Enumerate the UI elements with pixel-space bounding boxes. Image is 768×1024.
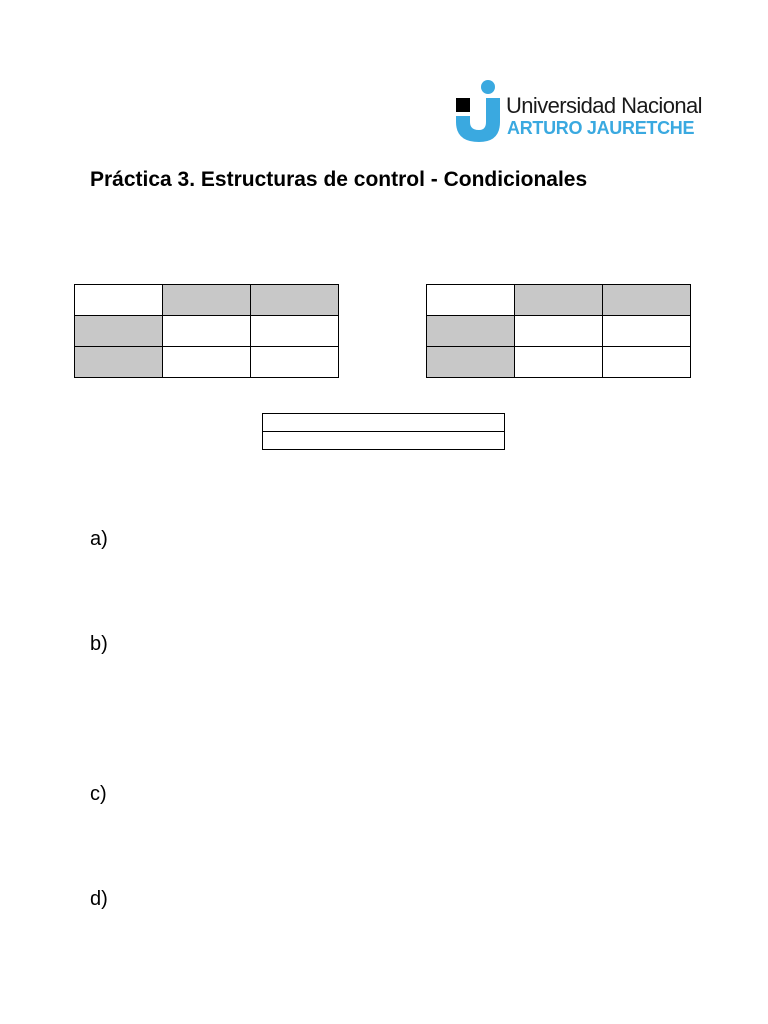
table-cell-shaded bbox=[163, 285, 251, 316]
table-cell-shaded bbox=[251, 285, 339, 316]
logo-text-line2: ARTURO JAURETCHE bbox=[507, 118, 695, 138]
table-cell bbox=[263, 414, 505, 432]
table-left bbox=[74, 284, 339, 378]
table-cell-shaded bbox=[427, 316, 515, 347]
table-cell bbox=[163, 347, 251, 378]
table-cell bbox=[75, 285, 163, 316]
table-row bbox=[427, 285, 691, 316]
table-cell-shaded bbox=[75, 316, 163, 347]
table-row bbox=[263, 432, 505, 450]
table-cell-shaded bbox=[75, 347, 163, 378]
logo-text-line1: Universidad Nacional bbox=[506, 93, 702, 118]
table-cell bbox=[251, 347, 339, 378]
table-row bbox=[75, 285, 339, 316]
table-row bbox=[427, 347, 691, 378]
item-label-a: a) bbox=[90, 528, 108, 550]
table-cell-shaded bbox=[427, 347, 515, 378]
item-label-b: b) bbox=[90, 633, 108, 655]
table-row bbox=[427, 316, 691, 347]
table-cell bbox=[603, 347, 691, 378]
item-label-c: c) bbox=[90, 783, 107, 805]
table-small bbox=[262, 413, 505, 450]
university-logo bbox=[452, 78, 712, 144]
table-cell-shaded bbox=[515, 285, 603, 316]
table-cell bbox=[515, 347, 603, 378]
table-right bbox=[426, 284, 691, 378]
unaj-logo-mark-icon bbox=[452, 78, 502, 144]
table-cell bbox=[427, 285, 515, 316]
table-cell bbox=[603, 316, 691, 347]
table-cell-shaded bbox=[603, 285, 691, 316]
table-row bbox=[75, 316, 339, 347]
page-title: Práctica 3. Estructuras de control - Condicionales bbox=[90, 168, 588, 191]
table-cell bbox=[251, 316, 339, 347]
table-cell bbox=[515, 316, 603, 347]
table-row bbox=[75, 347, 339, 378]
table-cell bbox=[163, 316, 251, 347]
table-row bbox=[263, 414, 505, 432]
table-cell bbox=[263, 432, 505, 450]
item-label-d: d) bbox=[90, 888, 108, 910]
